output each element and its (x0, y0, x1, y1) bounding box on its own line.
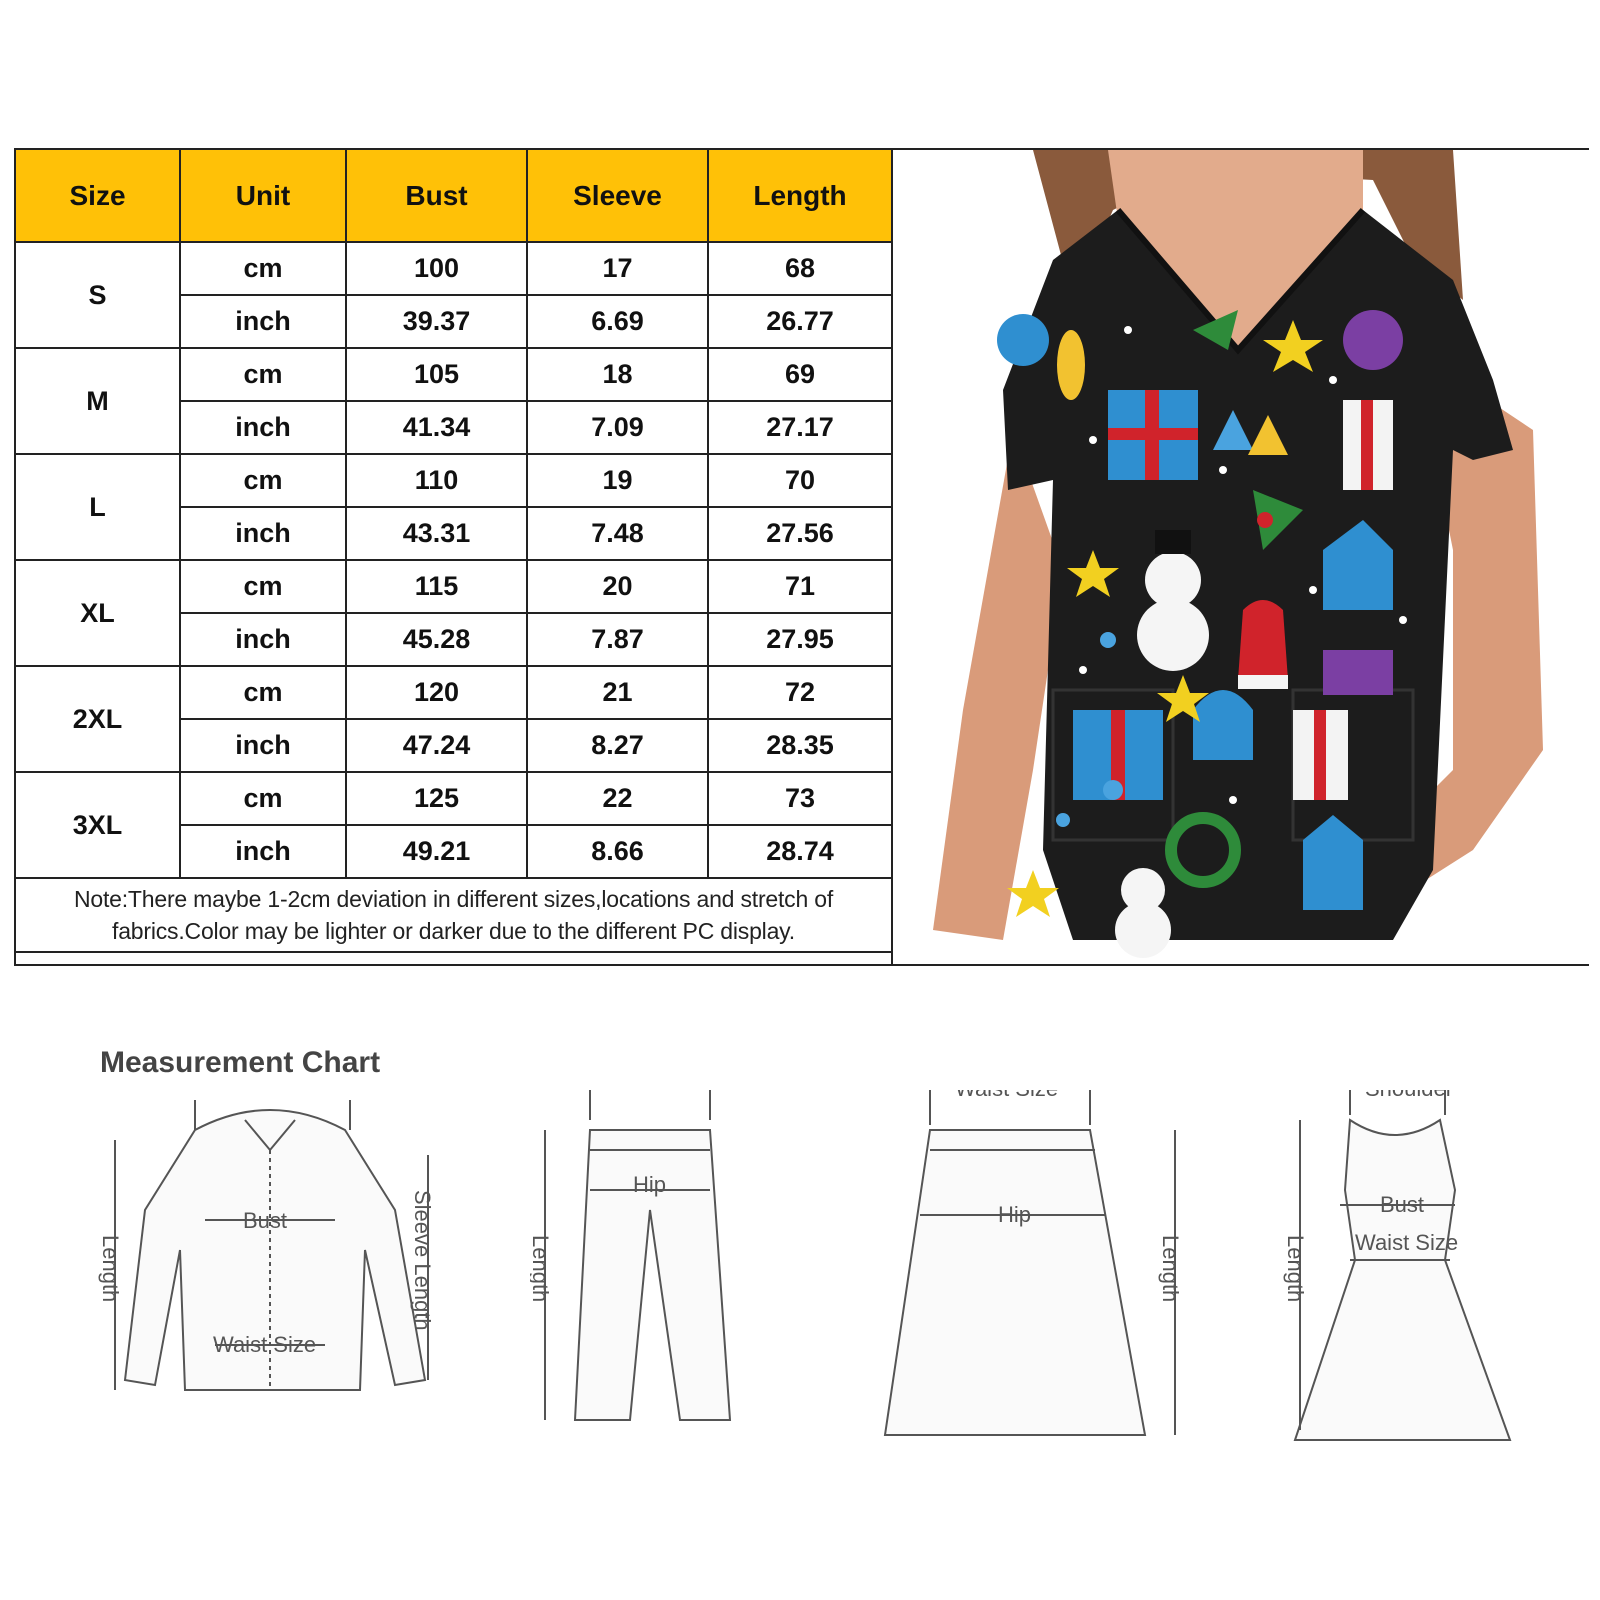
dress-waist-label: Waist Size (1355, 1230, 1459, 1255)
header-bust: Bust (346, 149, 527, 242)
table-row (15, 242, 892, 295)
bust-cell: 49.21 (346, 825, 527, 878)
bust-cell: 41.34 (346, 401, 527, 454)
shirt-diagram (95, 1090, 455, 1450)
size-cell: M (15, 348, 180, 454)
bust-cell: 39.37 (346, 295, 527, 348)
sleeve-cell: 7.48 (527, 507, 708, 560)
sleeve-cell: 22 (527, 772, 708, 825)
size-cell: L (15, 454, 180, 560)
length-cell: 70 (708, 454, 892, 507)
christmas-scrub-top-image (893, 150, 1589, 964)
length-cell: 27.17 (708, 401, 892, 454)
dress-length-label: Length (1283, 1235, 1308, 1303)
unit-cell: cm (180, 348, 346, 401)
bust-cell: 115 (346, 560, 527, 613)
header-length: Length (708, 149, 892, 242)
length-cell: 28.74 (708, 825, 892, 878)
bust-cell: 45.28 (346, 613, 527, 666)
note-row (15, 878, 892, 952)
sleeve-cell: 19 (527, 454, 708, 507)
length-cell: 27.56 (708, 507, 892, 560)
skirt-length-label: Length (1158, 1235, 1183, 1303)
unit-cell: cm (180, 772, 346, 825)
bust-cell: 100 (346, 242, 527, 295)
skirt-waist-label (955, 1090, 1058, 1101)
length-cell: 73 (708, 772, 892, 825)
shirt-bust-label: Bust (243, 1208, 288, 1233)
header-unit: Unit (180, 149, 346, 242)
table-row (15, 454, 892, 507)
sleeve-cell: 17 (527, 242, 708, 295)
skirt-diagram (880, 1090, 1210, 1450)
shirt-length-label: Length (98, 1235, 123, 1303)
unit-cell: inch (180, 825, 346, 878)
pants-hip-label: Hip (633, 1172, 667, 1197)
sleeve-cell: 6.69 (527, 295, 708, 348)
header-size: Size (15, 149, 180, 242)
length-cell: 69 (708, 348, 892, 401)
sleeve-cell: 7.09 (527, 401, 708, 454)
bust-cell: 110 (346, 454, 527, 507)
dress-bust-label: Bust (1380, 1192, 1425, 1217)
shirt-sleeve-label: Sleeve Length (410, 1190, 435, 1331)
dress-diagram (1280, 1090, 1560, 1450)
unit-cell: cm (180, 242, 346, 295)
size-table-body (15, 242, 892, 878)
unit-cell: inch (180, 401, 346, 454)
header-sleeve: Sleeve (527, 149, 708, 242)
table-header-row (15, 149, 892, 242)
length-cell: 68 (708, 242, 892, 295)
length-cell: 72 (708, 666, 892, 719)
unit-cell: inch (180, 507, 346, 560)
shirt-shoulder-label (220, 1090, 308, 1095)
table-row (15, 560, 892, 613)
sleeve-cell: 21 (527, 666, 708, 719)
note-text: Note:There maybe 1-2cm deviation in different sizes,locations and stretch of fabrics.Color may be lighter or darker due to the different PC display. (15, 878, 892, 952)
sleeve-cell: 20 (527, 560, 708, 613)
length-cell: 27.95 (708, 613, 892, 666)
size-cell: 2XL (15, 666, 180, 772)
sleeve-cell: 8.66 (527, 825, 708, 878)
bust-cell: 47.24 (346, 719, 527, 772)
sleeve-cell: 8.27 (527, 719, 708, 772)
size-cell: S (15, 242, 180, 348)
skirt-hip-label: Hip (998, 1202, 1032, 1227)
table-row (15, 772, 892, 825)
length-cell: 71 (708, 560, 892, 613)
bust-cell: 105 (346, 348, 527, 401)
unit-cell: inch (180, 295, 346, 348)
bust-cell: 43.31 (346, 507, 527, 560)
measurement-chart-title: Measurement Chart (100, 1046, 381, 1079)
unit-cell: cm (180, 666, 346, 719)
shirt-waist-label: Waist Size (213, 1332, 317, 1357)
table-row (15, 666, 892, 719)
product-photo (891, 150, 1589, 964)
unit-cell: inch (180, 613, 346, 666)
sleeve-cell: 7.87 (527, 613, 708, 666)
size-cell: 3XL (15, 772, 180, 878)
dress-shoulder-label (1365, 1090, 1453, 1101)
size-table (14, 148, 893, 953)
length-cell: 26.77 (708, 295, 892, 348)
unit-cell: inch (180, 719, 346, 772)
pants-diagram (530, 1090, 750, 1450)
pants-length-label: Length (530, 1235, 553, 1303)
length-cell: 28.35 (708, 719, 892, 772)
unit-cell: cm (180, 454, 346, 507)
sleeve-cell: 18 (527, 348, 708, 401)
bust-cell: 120 (346, 666, 527, 719)
table-row (15, 348, 892, 401)
bust-cell: 125 (346, 772, 527, 825)
size-cell: XL (15, 560, 180, 666)
unit-cell: cm (180, 560, 346, 613)
